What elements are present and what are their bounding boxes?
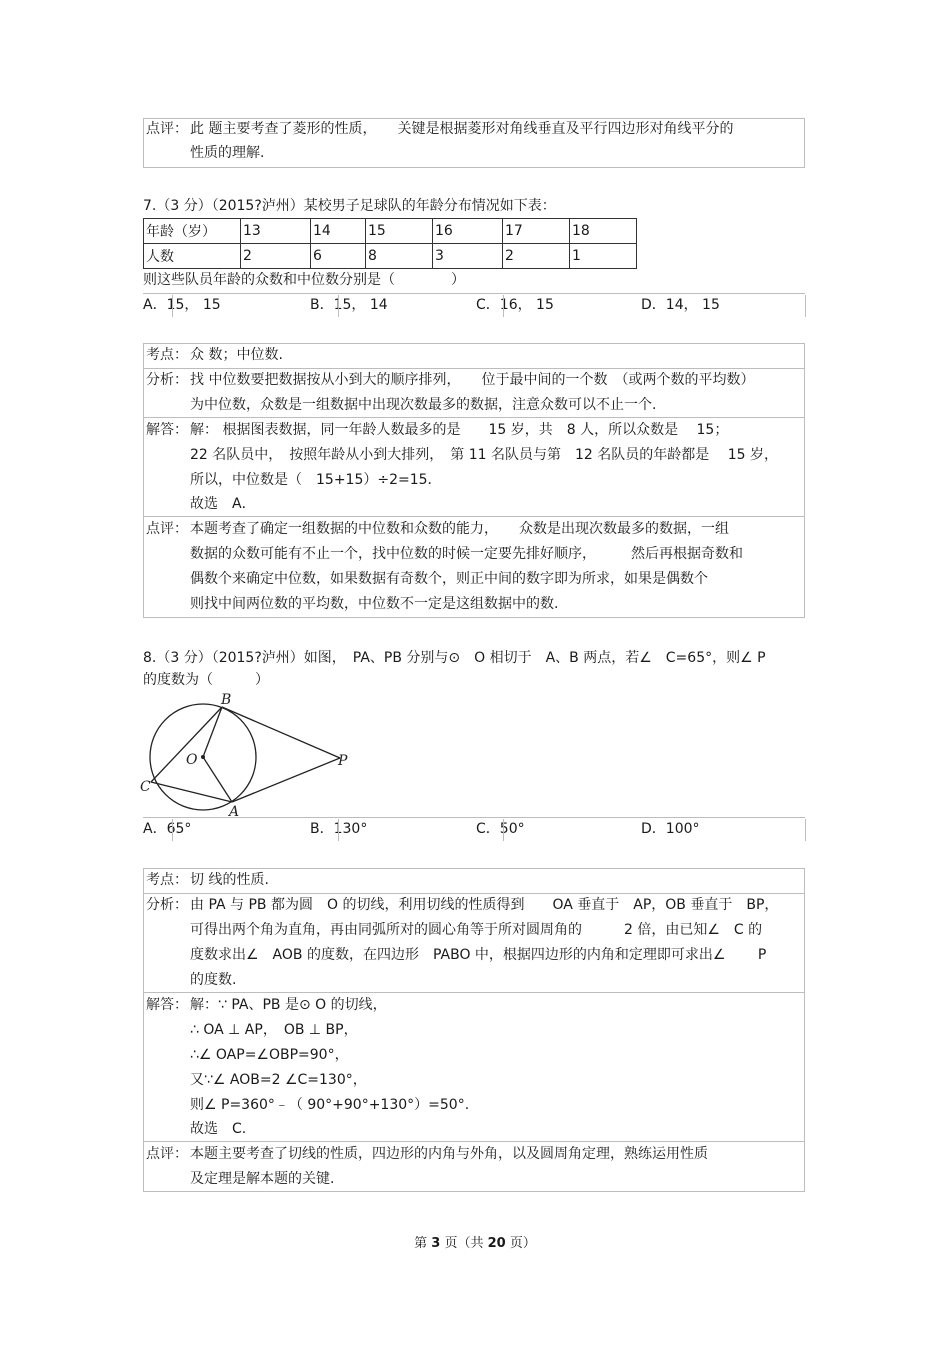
q8-kaodian-text: 切 线的性质. xyxy=(190,872,269,888)
divider xyxy=(143,992,805,993)
option-letter: D． xyxy=(641,821,666,837)
table-cell: 6 xyxy=(311,244,366,269)
q8-dianping-line-1: 本题主要考查了切线的性质，四边形的内角与外角，以及圆周角定理，熟练运用性质 xyxy=(190,1146,708,1162)
option-letter: D． xyxy=(641,297,666,313)
footer-pre: 第 xyxy=(414,1236,432,1251)
table-row xyxy=(144,219,637,244)
prev-comment-line-2: 性质的理解. xyxy=(190,145,265,161)
prev-comment-label: 点评： xyxy=(146,121,188,137)
q8-options-top xyxy=(143,817,805,818)
divider xyxy=(338,295,339,317)
q8-stem-line-2: 的度数为（ ） xyxy=(143,672,269,688)
q8-fenxi-line-3: 度数求出∠ AOB 的度数，在四边形 PABO 中，根据四边形的内角和定理即可求出∠ P xyxy=(190,947,767,963)
q8-option-c xyxy=(476,819,525,839)
divider xyxy=(805,819,806,841)
q7-jieda-line-2: 22 名队员中， 按照年龄从小到大排列， 第 11 名队员与第 12 名队员的年龄都是 15 岁， xyxy=(190,447,778,463)
q7-kaodian-text: 众 数；中位数. xyxy=(190,347,283,363)
option-letter: B． xyxy=(310,297,334,313)
option-text: 65° xyxy=(166,821,192,837)
q8-jieda-line-2: ∴ OA ⊥ AP， OB ⊥ BP， xyxy=(190,1022,358,1038)
footer-page-number: 3 xyxy=(431,1236,441,1251)
option-letter: A． xyxy=(143,821,167,837)
divider xyxy=(143,417,805,418)
table-cell: 16 xyxy=(433,219,503,244)
q7-jieda-label: 解答： xyxy=(146,422,188,438)
q8-circle-tangent-figure xyxy=(135,690,365,820)
footer-mid: 页（共 xyxy=(440,1236,488,1251)
q8-jieda-label: 解答： xyxy=(146,997,188,1013)
option-text: 100° xyxy=(665,821,700,837)
option-letter: C． xyxy=(476,297,500,313)
q7-fenxi-line-1: 找 中位数要把数据按从小到大的顺序排列， 位于最中间的一个数 （或两个数的平均数） xyxy=(190,372,755,388)
q7-option-b xyxy=(310,295,388,315)
q7-dianping-line-1: 本题考查了确定一组数据的中位数和众数的能力， 众数是出现次数最多的数据，一组 xyxy=(190,521,729,537)
table-cell: 8 xyxy=(366,244,433,269)
q8-dianping-label: 点评： xyxy=(146,1146,188,1162)
table-cell: 1 xyxy=(570,244,637,269)
option-text: 14， 15 xyxy=(665,297,720,313)
page-footer xyxy=(0,1232,950,1251)
divider xyxy=(143,1141,805,1142)
footer-total-pages: 20 xyxy=(487,1236,506,1251)
q8-fenxi-line-1: 由 PA 与 PB 都为圆 O 的切线，利用切线的性质得到 OA 垂直于 AP，OB 垂直于 BP， xyxy=(190,897,779,913)
table-cell: 2 xyxy=(241,244,311,269)
q8-dianping-line-2: 及定理是解本题的关键. xyxy=(190,1171,335,1187)
q8-fenxi-label: 分析： xyxy=(146,897,188,913)
q7-dianping-line-4: 则找中间两位数的平均数，中位数不一定是这组数据中的数. xyxy=(190,596,559,612)
q7-question: 则这些队员年龄的众数和中位数分别是（ ） xyxy=(143,272,465,288)
q8-fenxi-line-4: 的度数. xyxy=(190,972,237,988)
label-b: B xyxy=(221,692,232,708)
radius-ob xyxy=(203,707,222,757)
q7-kaodian-label: 考点： xyxy=(146,347,188,363)
table-cell: 2 xyxy=(503,244,570,269)
tangent-pb xyxy=(222,707,340,758)
q7-option-c xyxy=(476,295,554,315)
q7-dianping-line-3: 偶数个来确定中位数，如果数据有奇数个，则正中间的数字即为所求，如果是偶数个 xyxy=(190,571,708,587)
divider xyxy=(503,295,504,317)
q8-fenxi-line-2: 可得出两个角为直角，再由同弧所对的圆心角等于所对圆周角的 2 倍，由已知∠ C 的 xyxy=(190,922,763,938)
label-p: P xyxy=(338,753,348,769)
q7-options-top xyxy=(143,293,805,294)
label-o: O xyxy=(186,752,198,768)
divider xyxy=(143,368,805,369)
table-row xyxy=(144,244,637,269)
divider xyxy=(143,893,805,894)
center-dot xyxy=(201,755,205,759)
divider xyxy=(338,819,339,841)
divider xyxy=(143,516,805,517)
q7-age-table xyxy=(143,218,637,269)
option-text: 15， 14 xyxy=(333,297,388,313)
option-letter: B． xyxy=(310,821,334,837)
prev-comment-line-1: 此 题主要考查了菱形的性质， 关键是根据菱形对角线垂直及平行四边形对角线平分的 xyxy=(190,121,734,137)
q8-jieda-line-5: 则∠ P=360°﹣（ 90°+90°+130°）=50°. xyxy=(190,1097,470,1113)
q7-dianping-line-2: 数据的众数可能有不止一个，找中位数的时候一定要先排好顺序， 然后再根据奇数和 xyxy=(190,546,743,562)
divider xyxy=(805,295,806,317)
table-cell: 18 xyxy=(570,219,637,244)
footer-post: 页） xyxy=(505,1236,536,1251)
option-text: 130° xyxy=(333,821,368,837)
table-cell: 14 xyxy=(311,219,366,244)
label-c: C xyxy=(140,779,151,795)
divider xyxy=(503,819,504,841)
q8-option-d xyxy=(641,819,700,839)
q7-option-d xyxy=(641,295,720,315)
table-cell: 17 xyxy=(503,219,570,244)
q8-option-a xyxy=(143,819,191,839)
q7-jieda-line-3: 所以，中位数是（ 15+15）÷2=15． xyxy=(190,472,442,488)
q7-option-a xyxy=(143,295,221,315)
divider xyxy=(172,295,173,317)
q7-stem: 7.（3 分）（2015?泸州）某校男子足球队的年龄分布情况如下表： xyxy=(143,198,556,214)
divider xyxy=(172,819,173,841)
option-letter: A． xyxy=(143,297,167,313)
q7-fenxi-label: 分析： xyxy=(146,372,188,388)
q8-jieda-line-3: ∴∠ OAP=∠OBP=90°， xyxy=(190,1047,349,1063)
q7-age-header: 年龄（岁） xyxy=(144,219,241,244)
q7-dianping-label: 点评： xyxy=(146,521,188,537)
q8-jieda-line-4: 又∵∠ AOB=2 ∠C=130°， xyxy=(190,1072,367,1088)
q7-jieda-line-4: 故选 A． xyxy=(190,496,256,512)
table-cell: 3 xyxy=(433,244,503,269)
q7-jieda-line-1: 解： 根据图表数据，同一年龄人数最多的是 15 岁，共 8 人，所以众数是 15； xyxy=(190,422,729,438)
table-cell: 13 xyxy=(241,219,311,244)
option-letter: C． xyxy=(476,821,500,837)
option-text: 15， 15 xyxy=(166,297,221,313)
q7-fenxi-line-2: 为中位数，众数是一组数据中出现次数最多的数据，注意众数可以不止一个. xyxy=(190,397,657,413)
q8-jieda-line-6: 故选 C. xyxy=(190,1121,247,1137)
q8-stem-line-1: 8.（3 分）（2015?泸州）如图， PA、PB 分别与⊙ O 相切于 A、B 两点，若∠ C=65°，则∠ P xyxy=(143,650,766,666)
table-cell: 15 xyxy=(366,219,433,244)
label-a: A xyxy=(229,804,240,820)
tangent-pa xyxy=(232,758,340,802)
option-text: 16， 15 xyxy=(499,297,554,313)
q8-kaodian-label: 考点： xyxy=(146,872,188,888)
q7-count-header: 人数 xyxy=(144,244,241,269)
q8-jieda-line-1: 解：∵ PA、PB 是⊙ O 的切线， xyxy=(190,997,387,1013)
option-text: 50° xyxy=(499,821,525,837)
